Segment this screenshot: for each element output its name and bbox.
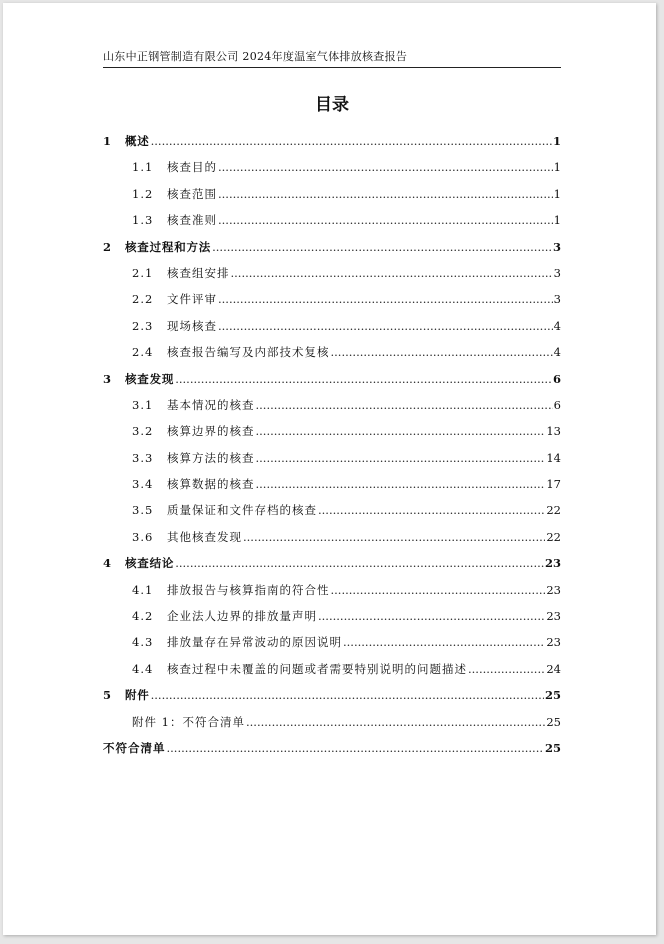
toc-entry-page-number: 6 bbox=[553, 397, 561, 412]
toc-entry[interactable] bbox=[103, 735, 561, 761]
toc-entry[interactable] bbox=[103, 445, 561, 471]
toc-entry-title: 核查发现 bbox=[125, 371, 175, 386]
toc-leader-dots bbox=[246, 709, 545, 735]
toc-entry-number: 3.6 bbox=[132, 529, 154, 544]
toc-entry-title: 排放报告与核算指南的符合性 bbox=[167, 582, 330, 597]
toc-entry-number: 2.1 bbox=[132, 265, 154, 280]
toc-entry-number: 4.4 bbox=[132, 661, 154, 676]
toc-entry-number: 4 bbox=[103, 556, 112, 571]
toc-leader-dots bbox=[218, 207, 553, 233]
toc-leader-dots bbox=[256, 445, 546, 471]
toc-entry-page-number: 22 bbox=[546, 529, 561, 544]
toc-entry-page-number: 4 bbox=[553, 318, 561, 333]
toc-entry[interactable] bbox=[103, 234, 561, 260]
toc-entry[interactable] bbox=[103, 550, 561, 576]
toc-entry-number: 2.3 bbox=[132, 318, 154, 333]
toc-entry-page-number: 25 bbox=[546, 714, 561, 729]
toc-leader-dots bbox=[212, 234, 552, 260]
toc-entry-title: 其他核查发现 bbox=[167, 529, 242, 544]
toc-entry-title: 核算方法的核查 bbox=[167, 450, 255, 465]
toc-entry[interactable] bbox=[103, 497, 561, 523]
toc-leader-dots bbox=[256, 392, 553, 418]
toc-leader-dots bbox=[175, 366, 552, 392]
toc-entry[interactable] bbox=[103, 656, 561, 682]
toc-entry-title: 核查组安排 bbox=[167, 265, 230, 280]
toc-entry[interactable] bbox=[103, 128, 561, 154]
toc-entry-title: 核查准则 bbox=[167, 213, 217, 228]
toc-entry-title: 附件 1：不符合清单 bbox=[132, 714, 245, 729]
toc-entry-number: 4.3 bbox=[132, 635, 154, 650]
toc-entry[interactable] bbox=[103, 577, 561, 603]
toc-entry-title: 核算边界的核查 bbox=[167, 424, 255, 439]
toc-entry-page-number: 3 bbox=[552, 239, 561, 254]
toc-entry-number: 4.2 bbox=[132, 609, 154, 624]
toc-entry-page-number: 1 bbox=[553, 186, 561, 201]
toc-entry-title: 核查范围 bbox=[167, 186, 217, 201]
toc-entry[interactable] bbox=[103, 260, 561, 286]
toc-entry-page-number: 23 bbox=[544, 556, 561, 571]
toc-entry-page-number: 23 bbox=[546, 635, 561, 650]
toc-entry-page-number: 17 bbox=[546, 477, 561, 492]
toc-entry-page-number: 24 bbox=[546, 661, 561, 676]
toc-entry-page-number: 25 bbox=[544, 740, 561, 755]
toc-leader-dots bbox=[343, 629, 545, 655]
toc-entry[interactable] bbox=[103, 392, 561, 418]
toc-entry-title: 概述 bbox=[125, 134, 150, 148]
toc-entry-title: 核查过程中未覆盖的问题或者需要特别说明的问题描述 bbox=[167, 661, 467, 676]
toc-entry-title: 文件评审 bbox=[167, 292, 217, 307]
toc-entry-number: 3.4 bbox=[132, 477, 154, 492]
toc-leader-dots bbox=[468, 656, 545, 682]
running-header: 山东中正钢管制造有限公司 2024年度温室气体排放核查报告 bbox=[103, 48, 561, 68]
toc-entry-number: 4.1 bbox=[132, 582, 154, 597]
toc-entry-number: 3.2 bbox=[132, 424, 154, 439]
toc-entry-page-number: 1 bbox=[552, 134, 561, 148]
toc-title: 目录 bbox=[315, 95, 349, 115]
toc-leader-dots bbox=[331, 577, 546, 603]
toc-entry-number: 3.3 bbox=[132, 450, 154, 465]
toc-leader-dots bbox=[167, 735, 544, 761]
toc-entry[interactable] bbox=[103, 154, 561, 180]
toc-entry-title: 核查结论 bbox=[125, 556, 175, 571]
toc-entry-title: 基本情况的核查 bbox=[167, 397, 255, 412]
toc-entry-number: 2.2 bbox=[132, 292, 154, 307]
toc-entry-number: 3.1 bbox=[132, 397, 154, 412]
toc-entry-page-number: 1 bbox=[553, 160, 561, 175]
toc-entry-title: 附件 bbox=[125, 688, 150, 703]
table-of-contents bbox=[103, 128, 561, 761]
toc-entry-title: 企业法人边界的排放量声明 bbox=[167, 609, 317, 624]
toc-leader-dots bbox=[151, 682, 544, 708]
toc-leader-dots bbox=[175, 550, 544, 576]
toc-entry-page-number: 1 bbox=[553, 213, 561, 228]
toc-entry[interactable] bbox=[103, 286, 561, 312]
toc-entry-number: 1.3 bbox=[132, 213, 154, 228]
toc-entry-title: 质量保证和文件存档的核查 bbox=[167, 503, 317, 518]
toc-entry-page-number: 3 bbox=[553, 292, 561, 307]
toc-entry-page-number: 14 bbox=[546, 450, 561, 465]
toc-entry[interactable] bbox=[103, 418, 561, 444]
toc-entry-number: 5 bbox=[103, 688, 112, 703]
toc-entry[interactable] bbox=[103, 603, 561, 629]
toc-entry-number: 3 bbox=[103, 371, 112, 386]
toc-leader-dots bbox=[218, 154, 553, 180]
toc-leader-dots bbox=[318, 603, 545, 629]
toc-leader-dots bbox=[218, 286, 553, 312]
toc-entry[interactable] bbox=[103, 629, 561, 655]
toc-entry[interactable] bbox=[103, 366, 561, 392]
toc-entry-title: 核查过程和方法 bbox=[125, 239, 212, 254]
toc-leader-dots bbox=[218, 181, 553, 207]
toc-entry-page-number: 23 bbox=[546, 582, 561, 597]
toc-entry-page-number: 22 bbox=[546, 503, 561, 518]
toc-entry[interactable] bbox=[103, 471, 561, 497]
toc-entry-number: 1 bbox=[103, 134, 112, 148]
toc-entry-title: 核查目的 bbox=[167, 160, 217, 175]
toc-leader-dots bbox=[218, 313, 553, 339]
toc-entry[interactable] bbox=[103, 709, 561, 735]
toc-entry-title: 现场核查 bbox=[167, 318, 217, 333]
toc-entry-number: 1.1 bbox=[132, 160, 154, 175]
toc-entry[interactable] bbox=[103, 313, 561, 339]
toc-leader-dots bbox=[318, 497, 545, 523]
toc-entry-number: 1.2 bbox=[132, 186, 154, 201]
toc-entry-number: 3.5 bbox=[132, 503, 154, 518]
toc-entry[interactable] bbox=[103, 524, 561, 550]
toc-entry[interactable] bbox=[103, 207, 561, 233]
toc-entry-title: 排放量存在异常波动的原因说明 bbox=[167, 635, 342, 650]
toc-entry-title: 核查报告编写及内部技术复核 bbox=[167, 345, 330, 360]
toc-entry[interactable] bbox=[103, 682, 561, 708]
toc-entry-page-number: 23 bbox=[546, 609, 561, 624]
toc-leader-dots bbox=[256, 471, 546, 497]
toc-entry-page-number: 6 bbox=[552, 371, 561, 386]
toc-leader-dots bbox=[151, 128, 552, 154]
toc-entry-title: 核算数据的核查 bbox=[167, 477, 255, 492]
toc-leader-dots bbox=[231, 260, 553, 286]
toc-entry[interactable] bbox=[103, 181, 561, 207]
toc-entry-title: 不符合清单 bbox=[103, 740, 166, 755]
toc-entry-number: 2.4 bbox=[132, 345, 154, 360]
toc-leader-dots bbox=[256, 418, 546, 444]
toc-entry-page-number: 25 bbox=[544, 688, 561, 703]
toc-entry-page-number: 13 bbox=[546, 424, 561, 439]
toc-entry-number: 2 bbox=[103, 239, 112, 254]
toc-entry[interactable] bbox=[103, 339, 561, 365]
toc-entry-page-number: 3 bbox=[553, 265, 561, 280]
toc-entry-page-number: 4 bbox=[553, 345, 561, 360]
toc-leader-dots bbox=[331, 339, 553, 365]
toc-leader-dots bbox=[243, 524, 545, 550]
